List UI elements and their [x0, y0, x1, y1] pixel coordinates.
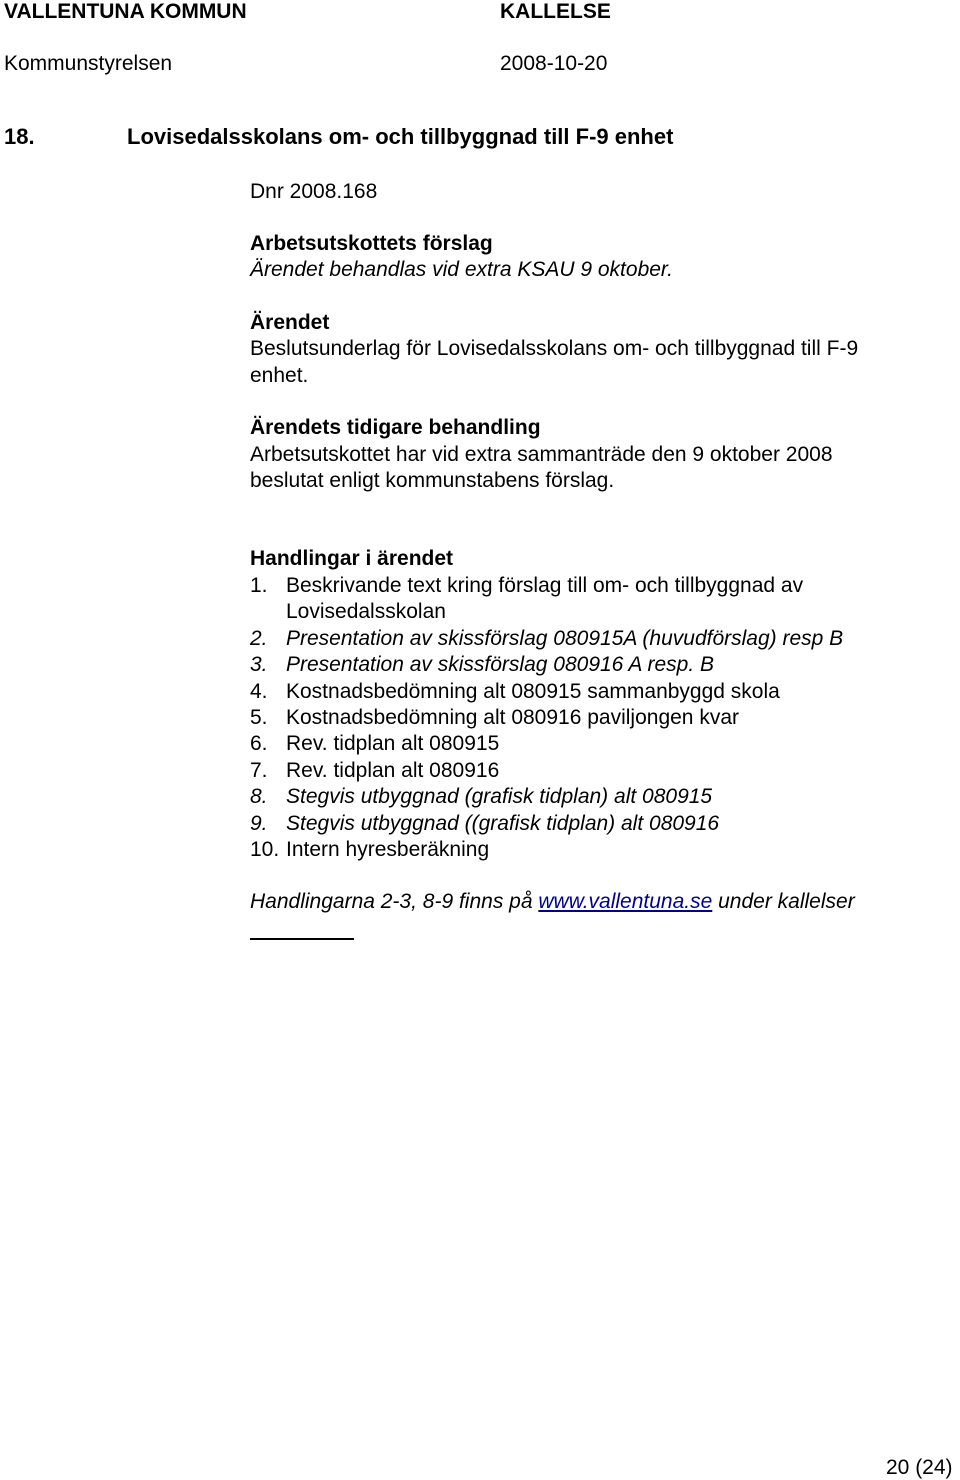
- matter-line-2: enhet.: [250, 364, 309, 387]
- list-text: Rev. tidplan alt 080915: [286, 732, 500, 755]
- list-number: 2.: [250, 627, 268, 650]
- list-number: 5.: [250, 706, 268, 729]
- list-text: Stegvis utbyggnad ((grafisk tidplan) alt 080916: [286, 812, 720, 835]
- list-number: 4.: [250, 680, 268, 703]
- history-heading: Ärendets tidigare behandling: [250, 416, 541, 439]
- list-text: Beskrivande text kring förslag till om- och tillbyggnad av: [286, 574, 804, 597]
- list-text: Intern hyresberäkning: [286, 838, 490, 861]
- page-number: 20 (24): [886, 1456, 953, 1479]
- board-name: Kommunstyrelsen: [4, 52, 173, 75]
- list-text: Presentation av skissförslag 080916 A resp. B: [286, 653, 715, 676]
- list-text: Kostnadsbedömning alt 080915 sammanbyggd skola: [286, 680, 780, 703]
- list-item: [250, 812, 719, 836]
- document-date: 2008-10-20: [500, 52, 608, 75]
- list-text: Kostnadsbedömning alt 080916 paviljongen kvar: [286, 706, 739, 729]
- list-item: [250, 732, 499, 756]
- list-number: 3.: [250, 653, 268, 676]
- list-item: [250, 653, 714, 677]
- website-link[interactable]: www.vallentuna.se: [538, 890, 713, 913]
- item-title: Lovisedalsskolans om- och tillbyggnad till F-9 enhet: [127, 124, 674, 149]
- list-number: 6.: [250, 732, 268, 755]
- list-item-continuation: Lovisedalsskolan: [286, 600, 446, 623]
- matter-heading: Ärendet: [250, 311, 330, 334]
- documents-heading: Handlingar i ärendet: [250, 547, 454, 570]
- documents-note: [250, 890, 855, 914]
- note-prefix: Handlingarna 2-3, 8-9 finns på: [250, 890, 539, 913]
- list-item: [250, 627, 843, 651]
- list-number: 1.: [250, 574, 268, 597]
- proposal-text: Ärendet behandlas vid extra KSAU 9 oktober.: [250, 258, 673, 281]
- list-item: [250, 759, 499, 783]
- list-item: [250, 706, 739, 730]
- org-name: VALLENTUNA KOMMUN: [4, 0, 247, 23]
- item-number: 18.: [4, 124, 35, 149]
- history-line-2: beslutat enligt kommunstabens förslag.: [250, 469, 615, 492]
- list-item: [250, 680, 780, 704]
- list-number: 7.: [250, 759, 268, 782]
- matter-line-1: Beslutsunderlag för Lovisedalsskolans om- och tillbyggnad till F-9: [250, 337, 859, 360]
- diary-number: Dnr 2008.168: [250, 180, 378, 203]
- list-text: Rev. tidplan alt 080916: [286, 759, 500, 782]
- proposal-heading: Arbetsutskottets förslag: [250, 232, 493, 255]
- history-line-1: Arbetsutskottet har vid extra sammanträde den 9 oktober 2008: [250, 443, 833, 466]
- list-number: 9.: [250, 812, 268, 835]
- list-text: Presentation av skissförslag 080915A (huvudförslag) resp B: [286, 627, 844, 650]
- list-item: [250, 838, 489, 862]
- document-type: KALLELSE: [500, 0, 611, 23]
- note-suffix: under kallelser: [712, 890, 855, 913]
- list-number: 8.: [250, 785, 268, 808]
- list-number: 10.: [250, 838, 280, 861]
- list-item: [250, 785, 712, 809]
- list-item: [250, 574, 803, 598]
- divider-line: [250, 938, 354, 940]
- list-text: Stegvis utbyggnad (grafisk tidplan) alt 080915: [286, 785, 713, 808]
